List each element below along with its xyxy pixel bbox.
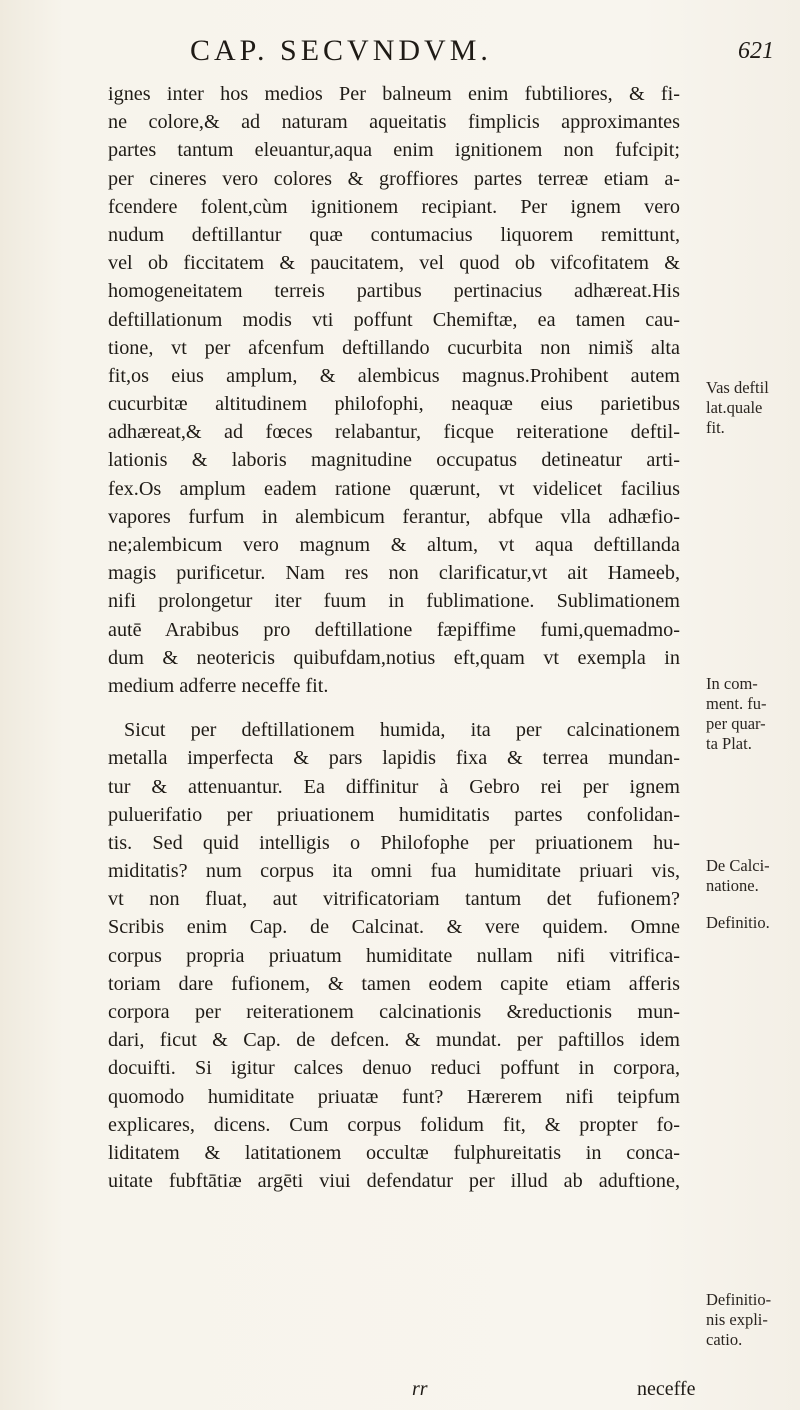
margin-note-line: natione. xyxy=(706,876,759,895)
text-line: per cineres vero colores & groffiores partes terreæ etiam a- xyxy=(108,167,680,190)
margin-note-calcination xyxy=(706,856,798,896)
text-line: docuifti. Si igitur calces denuo reduci poffunt in corpora, xyxy=(108,1057,680,1080)
text-line: vt non fluat, aut vitrificatoriam tantum det fufionem? xyxy=(108,888,680,911)
text-line: puluerifatio per priuationem humiditatis partes confolidan- xyxy=(108,803,680,826)
margin-note-line: ta Plat. xyxy=(706,734,752,753)
main-text xyxy=(108,80,680,1195)
margin-note-commentary xyxy=(706,674,798,754)
text-line: Scribis enim Cap. de Calcinat. & vere quidem. Omne xyxy=(108,916,680,939)
paragraph-distillation xyxy=(108,80,680,700)
text-line: homogeneitatem terreis partibus pertinacius adhæreat.His xyxy=(108,280,680,303)
text-line: uitate fubftātiæ argēti viui defendatur per illud ab aduftione, xyxy=(108,1170,680,1193)
text-line: vapores furfum in alembicum ferantur, abfque vlla adhæfio- xyxy=(108,505,680,528)
catchword: neceffe xyxy=(637,1378,696,1400)
text-line: metalla imperfecta & pars lapidis fixa & terrea mundan- xyxy=(108,747,680,770)
margin-note-line: per quar- xyxy=(706,714,766,733)
margin-note-definition xyxy=(706,913,798,933)
margin-note-line: Definitio- xyxy=(706,1290,772,1309)
margin-note-vessel xyxy=(706,378,798,438)
running-head xyxy=(0,34,800,74)
text-line: nifi prolongetur iter fuum in fublimatione. Sublimationem xyxy=(108,590,680,613)
text-line: ne;alembicum vero magnum & altum, vt aqua deftillanda xyxy=(108,534,680,556)
text-line: fcendere folent,cùm ignitionem recipiant. Per ignem vero xyxy=(108,195,680,218)
text-line: ignes inter hos medios Per balneum enim fubtiliores, & fi- xyxy=(108,83,680,105)
text-line: tur & attenuantur. Ea diffinitur à Gebro rei per ignem xyxy=(108,775,680,798)
margin-note-line: Definitio. xyxy=(706,913,770,932)
text-line: tis. Sed quid intelligis o Philofophe per priuationem hu- xyxy=(108,831,680,854)
margin-note-line: De Calci- xyxy=(706,856,770,875)
text-line: medium adferre neceffe fit. xyxy=(108,674,329,697)
margin-note-line: catio. xyxy=(706,1330,743,1349)
text-line: nudum deftillantur quæ contumacius liquorem remittunt, xyxy=(108,223,680,246)
paragraph-calcination xyxy=(108,716,680,1195)
margin-note-line: lat.quale xyxy=(706,398,763,417)
margin-note-line: fit. xyxy=(706,418,725,437)
text-line: liditatem & latitationem occultæ fulphureitatis in conca- xyxy=(108,1141,680,1164)
text-line: adhæreat,& ad fœces relabantur, ficque reiteratione deftil- xyxy=(108,421,680,444)
margin-note-line: Vas deftil xyxy=(706,378,769,397)
text-line: magis purificetur. Nam res non clarificatur,vt ait Hameeb, xyxy=(108,562,680,585)
signature-mark: rr xyxy=(412,1378,428,1400)
text-line: corpora per reiterationem calcinationis &reductionis mun- xyxy=(108,1001,680,1023)
text-line: fex.Os amplum eadem ratione quærunt, vt videlicet facilius xyxy=(108,477,680,500)
text-line: autē Arabibus pro deftillatione fæpiffime fumi,quemadmo- xyxy=(108,618,680,641)
text-line: deftillationum modis vti poffunt Chemiftæ, ea tamen cau- xyxy=(108,308,680,331)
text-line: explicares, dicens. Cum corpus folidum fit, & propter fo- xyxy=(108,1113,680,1136)
text-line: partes tantum eleuantur,aqua enim ignitionem non fufcipit; xyxy=(108,139,680,162)
text-line: Sicut per deftillationem humida, ita per calcinationem xyxy=(124,719,680,742)
margin-note-line: nis expli- xyxy=(706,1310,768,1329)
page-number: 621 xyxy=(738,38,774,64)
chapter-title: CAP. SECVNDVM. xyxy=(190,34,492,67)
text-line: miditatis? num corpus ita omni fua humiditate priuari vis, xyxy=(108,860,680,883)
margin-note-line: In com- xyxy=(706,674,758,693)
text-line: corpus propria priuatum humiditate nullam nifi vitrifica- xyxy=(108,944,680,967)
text-line: cucurbitæ altitudinem philofophi, neaquæ eius parietibus xyxy=(108,393,680,416)
text-line: toriam dare fufionem, & tamen eodem capite etiam afferis xyxy=(108,972,680,995)
text-line: ne colore,& ad naturam aqueitatis fimplicis approximantes xyxy=(108,111,680,134)
paragraph-gap xyxy=(108,700,680,716)
margin-note-explanation xyxy=(706,1290,798,1350)
text-line: vel ob ficcitatem & paucitatem, vel quod ob vifcofitatem & xyxy=(108,252,680,275)
text-line: tione, vt per afcenfum deftillando cucurbita non nimiš alta xyxy=(108,336,680,359)
text-line: quomodo humiditate priuatæ funt? Hærerem nifi teipfum xyxy=(108,1085,680,1108)
text-line: dari, ficut & Cap. de defcen. & mundat. per paftillos idem xyxy=(108,1029,680,1052)
text-line: dum & neotericis quibufdam,notius eft,quam vt exempla in xyxy=(108,646,680,669)
margin-note-line: ment. fu- xyxy=(706,694,767,713)
text-line: lationis & laboris magnitudine occupatus detineatur arti- xyxy=(108,449,680,472)
text-line: fit,os eius amplum, & alembicus magnus.Prohibent autem xyxy=(108,364,680,387)
